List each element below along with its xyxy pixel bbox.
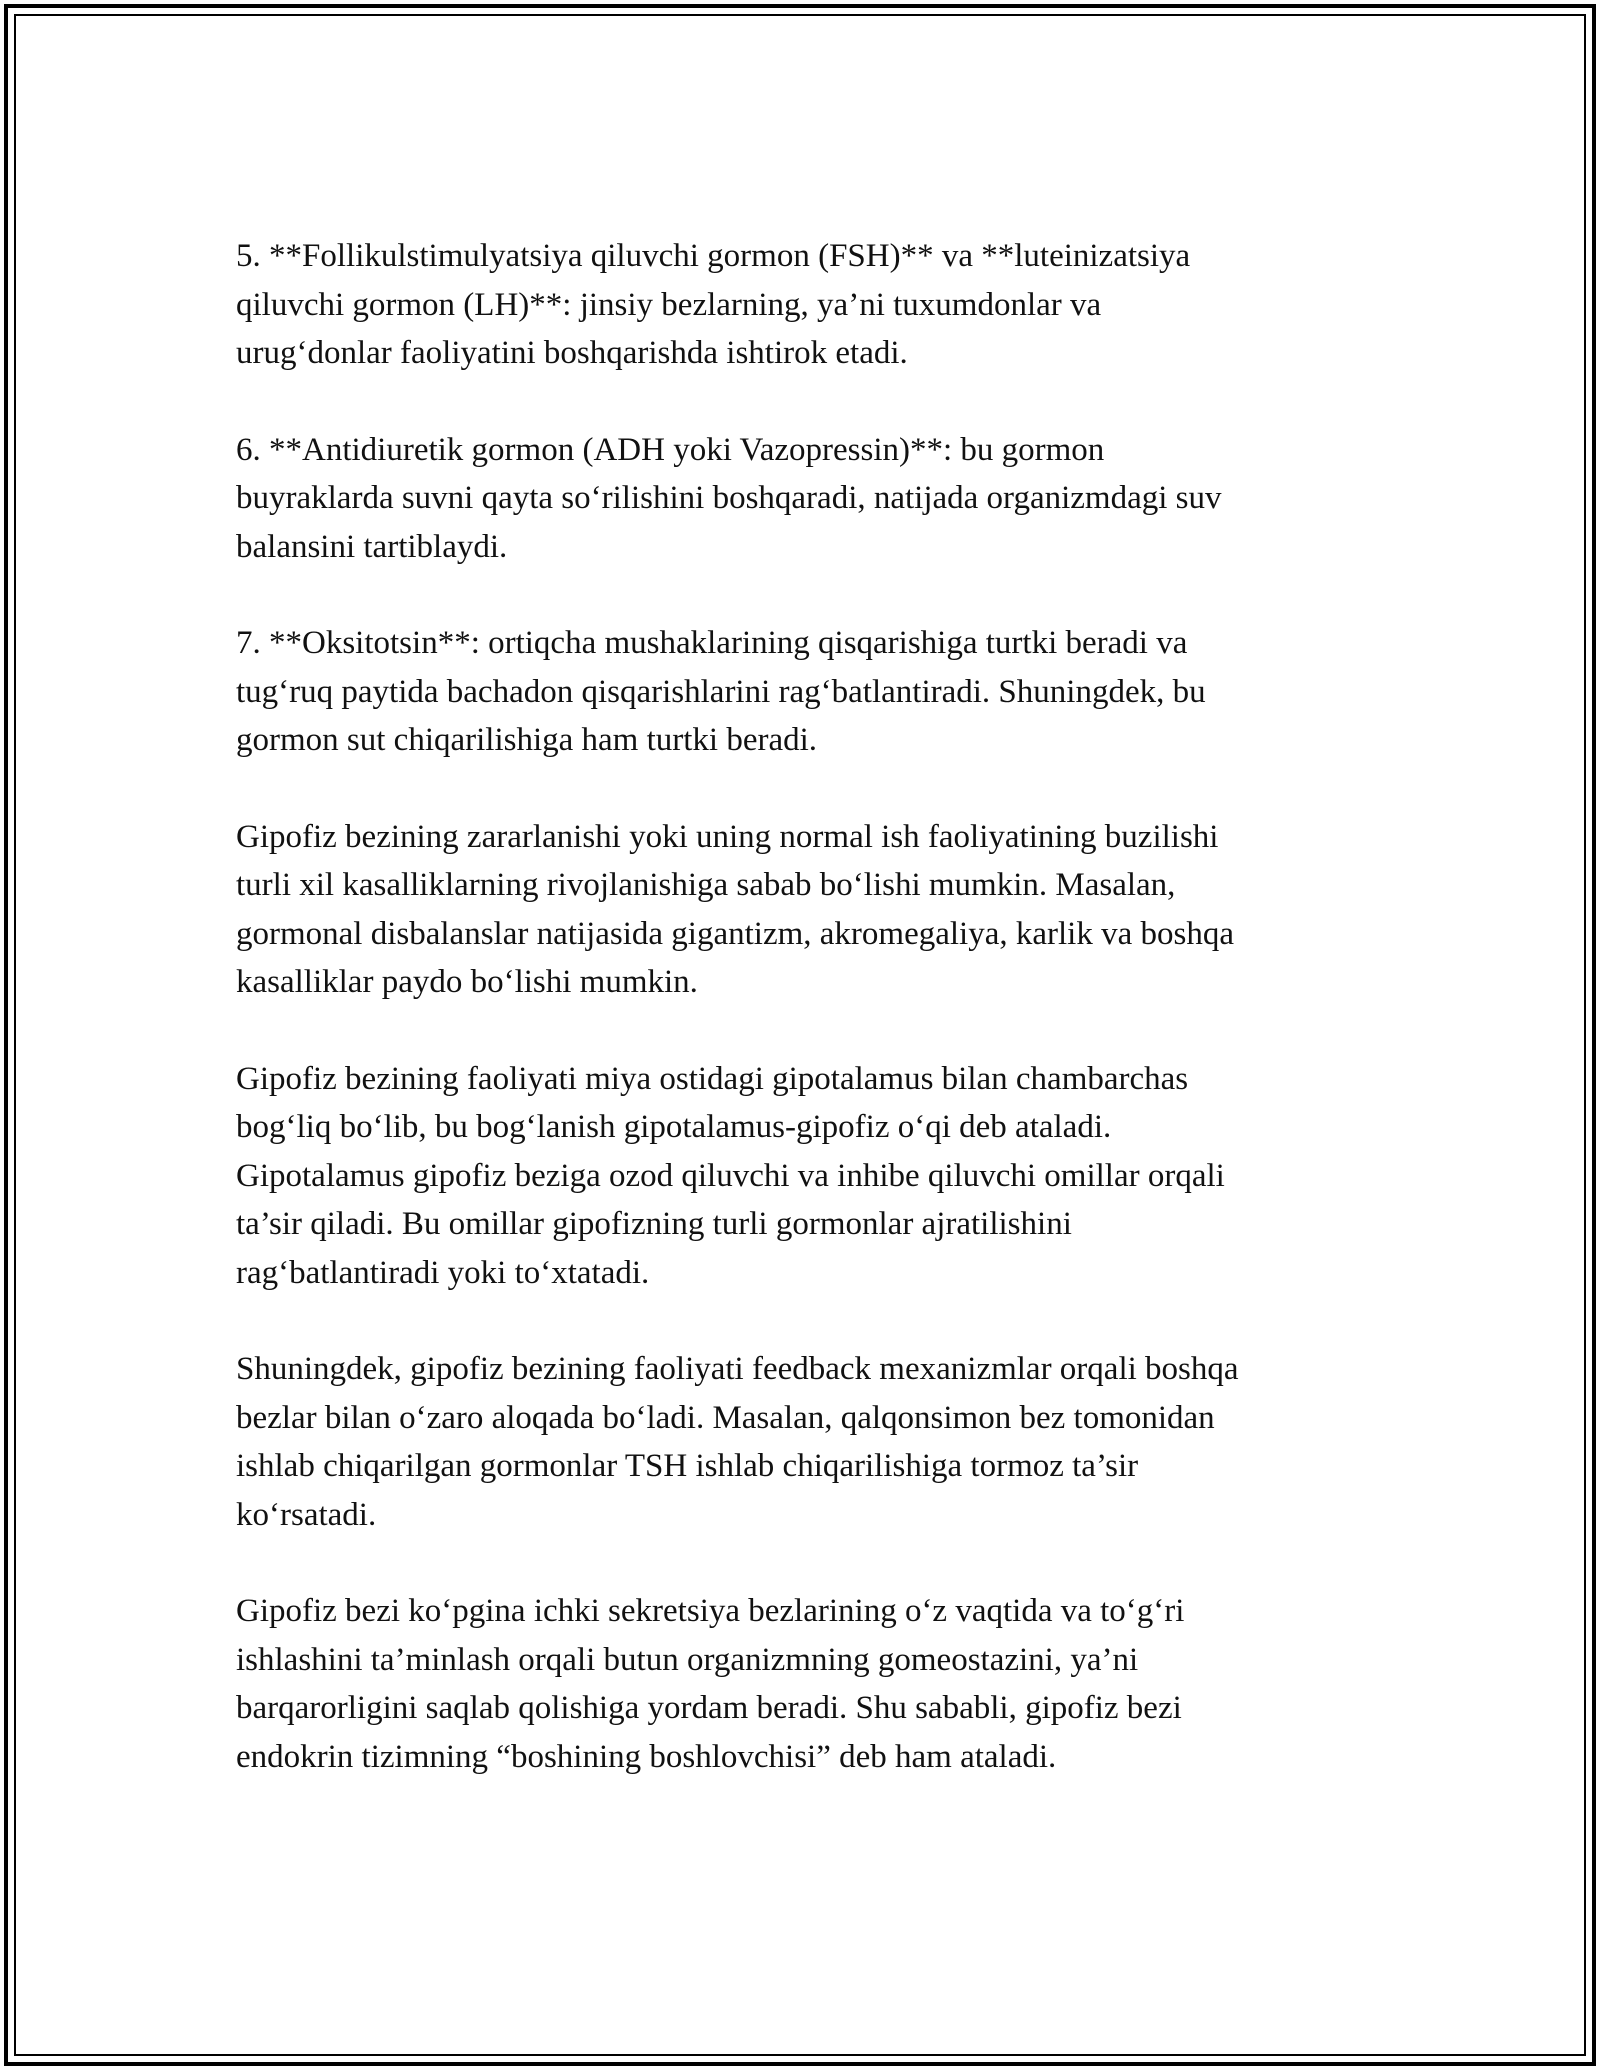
paragraph-adh: 6. **Antidiuretik gormon (ADH yoki Vazopressin)**: bu gormon buyraklarda suvni qayta so‘rilishini boshqaradi, natijada organizmdagi suv balansini tartiblaydi. xyxy=(236,431,1222,565)
document-body xyxy=(236,232,1366,1829)
paragraph-homeostasis: Gipofiz bezi ko‘pgina ichki sekretsiya bezlarining o‘z vaqtida va to‘g‘ri ishlashini ta’minlash orqali butun organizmning gomeostazini, ya’ni barqarorligini saqlab qolishiga yordam beradi. Shu sababli, gipofiz bezi endokrin tizimning “boshining boshlovchisi” deb ham ataladi. xyxy=(236,1593,1185,1775)
paragraph-disorders: Gipofiz bezining zararlanishi yoki uning normal ish faoliyatining buzilishi turli xil kasalliklarning rivojlanishiga sabab bo‘lishi mumkin. Masalan, gormonal disbalanslar natijasida gigantizm, akromegaliya, karlik va boshqa kasalliklar paydo bo‘lishi mumkin. xyxy=(236,818,1234,1000)
paragraph-feedback: Shuningdek, gipofiz bezining faoliyati feedback mexanizmlar orqali boshqa bezlar bilan o‘zaro aloqada bo‘ladi. Masalan, qalqonsimon bez tomonidan ishlab chiqarilgan gormonlar TSH ishlab chiqarilishiga tormoz ta’sir ko‘rsatadi. xyxy=(236,1351,1239,1533)
paragraph-fsh-lh: 5. **Follikulstimulyatsiya qiluvchi gormon (FSH)** va **luteinizatsiya qiluvchi gormon (LH)**: jinsiy bezlarning, ya’ni tuxumdonlar va urug‘donlar faoliyatini boshqarishda ishtirok etadi. xyxy=(236,238,1191,371)
paragraph-oxytocin: 7. **Oksitotsin**: ortiqcha mushaklarining qisqarishiga turtki beradi va tug‘ruq paytida bachadon qisqarishlarini rag‘batlantiradi. Shuningdek, bu gormon sut chiqarilishiga ham turtki beradi. xyxy=(236,625,1206,758)
paragraph-hypothalamus: Gipofiz bezining faoliyati miya ostidagi gipotalamus bilan chambarchas bog‘liq bo‘lib, bu bog‘lanish gipotalamus-gipofiz o‘qi deb ataladi. Gipotalamus gipofiz beziga ozod qiluvchi va inhibe qiluvchi omillar orqali ta’sir qiladi. Bu omillar gipofizning turli gormonlar ajratilishini rag‘batlantiradi yoki to‘xtatadi. xyxy=(236,1060,1225,1291)
